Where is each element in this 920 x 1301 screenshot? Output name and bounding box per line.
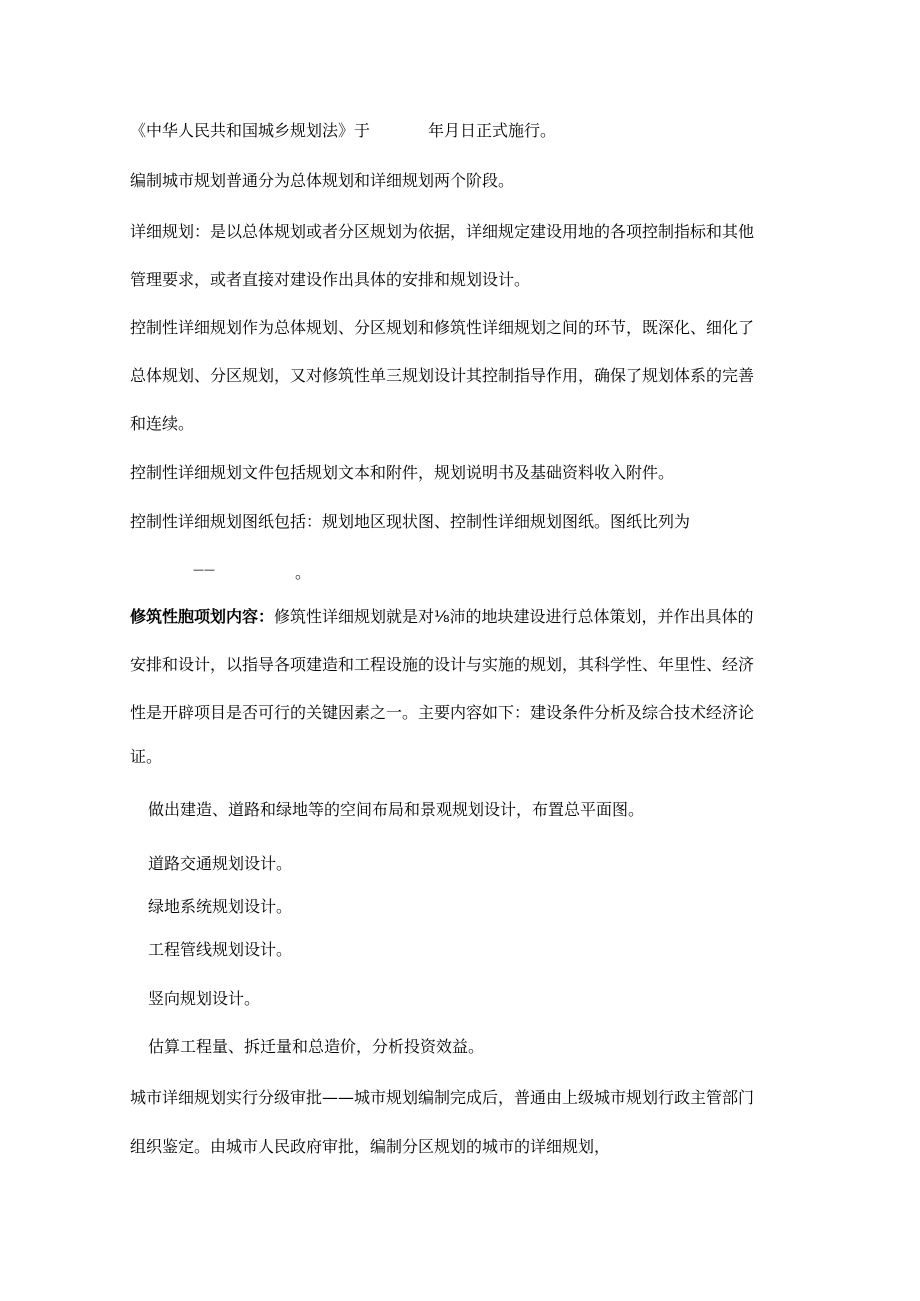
paragraph-regulatory-documents: 控制性详细规划文件包括规划文本和附件，规划说明书及基础资料收入附件。 <box>130 463 675 482</box>
paragraph-planning-stages: 编制城市规划普通分为总体规划和详细规划两个阶段。 <box>130 171 515 190</box>
effective-date-text: 年月日正式施行。 <box>428 121 557 140</box>
site-planning-heading: 修筑性胞项划内容： <box>130 607 275 626</box>
paragraph-regulatory-planning-line3: 和连续。 <box>130 414 195 433</box>
scale-blank-dash: —— <box>193 563 215 576</box>
paragraph-site-planning-line2: 安排和设计，以指导各项建造和工程设施的设计与实施的规划，其科学性、年里性、经济 <box>130 655 755 674</box>
list-item-spatial-layout: 做出建造、道路和绿地等的空间布局和景观规划设计，布置总平面图。 <box>148 800 645 819</box>
paragraph-approval-line2: 组织鉴定。由城市人民政府审批，编制分区规划的城市的详细规划， <box>130 1137 611 1156</box>
list-item-green-system: 绿地系统规划设计。 <box>148 897 293 916</box>
paragraph-detailed-planning-line2: 管理要求，或者直接对建设作出具体的安排和规划设计。 <box>130 270 531 289</box>
list-item-vertical-planning: 竖向规划设计。 <box>148 989 261 1008</box>
list-item-pipelines: 工程管线规划设计。 <box>148 940 293 959</box>
paragraph-detailed-planning-line1: 详细规划：是以总体规划或者分区规划为依据，详细规定建设用地的各项控制指标和其他 <box>130 222 755 241</box>
paragraph-site-planning-line1 <box>130 607 754 627</box>
paragraph-site-planning-line4: 证。 <box>130 747 163 766</box>
list-item-road-traffic: 道路交通规划设计。 <box>148 854 293 873</box>
paragraph-regulatory-planning-line2: 总体规划、分区规划，又对修筑性单三规划设计其控制指导作用，确保了规划体系的完善 <box>130 366 755 385</box>
paragraph-law-effective <box>130 121 556 141</box>
scale-period: 。 <box>295 563 312 582</box>
law-title-text: 《中华人民共和国城乡规划法》于 <box>130 121 371 140</box>
paragraph-regulatory-drawings: 控制性详细规划图纸包括：规划地区现状图、控制性详细规划图纸。图纸比列为 <box>130 512 691 531</box>
site-planning-text: 修筑性详细规划就是对⅛沛的地块建设进行总体策划，并作出具体的 <box>274 607 754 626</box>
paragraph-site-planning-line3: 性是开辟项目是否可行的关键因素之一。主要内容如下：建设条件分析及综合技术经济论 <box>130 703 755 722</box>
paragraph-approval-line1: 城市详细规划实行分级审批——城市规划编制完成后，普通由上级城市规划行政主管部门 <box>130 1088 755 1107</box>
list-item-cost-estimate: 估算工程量、拆迁量和总造价，分析投资效益。 <box>148 1037 485 1056</box>
paragraph-regulatory-planning-line1: 控制性详细规划作为总体规划、分区规划和修筑性详细规划之间的环节，既深化、细化了 <box>130 318 755 337</box>
